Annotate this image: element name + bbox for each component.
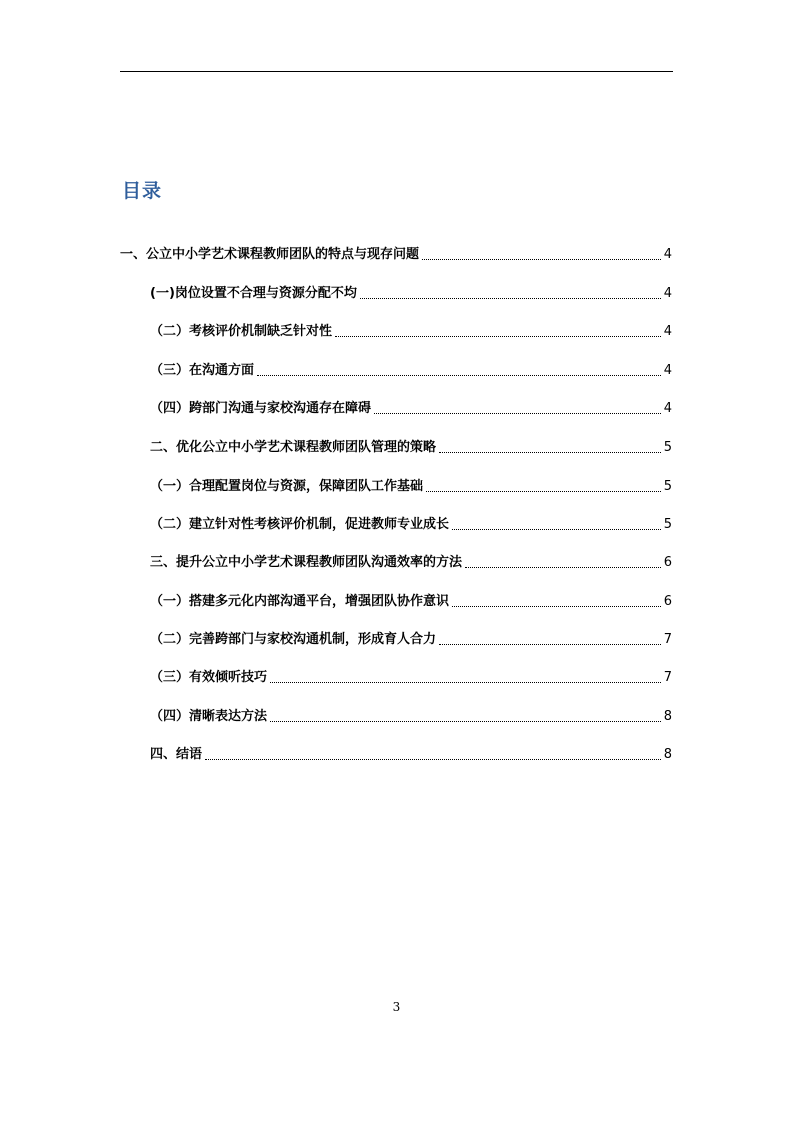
toc-entry-page: 5 <box>663 479 672 494</box>
dot-leader <box>205 759 661 760</box>
dot-leader <box>439 452 661 453</box>
toc-entry-label: （四）清晰表达方法 <box>150 709 268 724</box>
toc-entry[interactable] <box>150 667 672 687</box>
dot-leader <box>360 298 661 299</box>
toc-entry-label: （三）在沟通方面 <box>150 363 255 378</box>
toc-entry-label: 一、公立中小学艺术课程教师团队的特点与现存问题 <box>120 247 420 262</box>
toc-entry-page: 4 <box>663 363 672 378</box>
dot-leader <box>374 413 661 414</box>
dot-leader <box>422 259 661 260</box>
toc-entry-page: 8 <box>663 709 672 724</box>
toc-entry[interactable] <box>150 321 672 341</box>
dot-leader <box>426 491 661 492</box>
toc-entry-page: 5 <box>663 517 672 532</box>
toc-entry[interactable] <box>150 398 672 418</box>
toc-entry[interactable] <box>150 744 672 764</box>
toc-entry-label: (一)岗位设置不合理与资源分配不均 <box>150 286 357 301</box>
dot-leader <box>270 682 661 683</box>
toc-entry[interactable] <box>150 283 672 303</box>
toc-entry[interactable] <box>150 476 672 496</box>
toc-entry[interactable] <box>120 244 672 264</box>
toc-entry-label: （二）完善跨部门与家校沟通机制，形成育人合力 <box>150 632 437 647</box>
dot-leader <box>257 375 661 376</box>
page-number: 3 <box>392 1000 401 1014</box>
toc-entry-label: 三、提升公立中小学艺术课程教师团队沟通效率的方法 <box>150 555 463 570</box>
toc-entry-label: （四）跨部门沟通与家校沟通存在障碍 <box>150 401 372 416</box>
toc-entry-label: （三）有效倾听技巧 <box>150 670 268 685</box>
toc-entry-page: 6 <box>663 555 672 570</box>
dot-leader <box>465 567 661 568</box>
toc-entry-page: 4 <box>663 324 672 339</box>
toc-entry-label: （二）建立针对性考核评价机制，促进教师专业成长 <box>150 517 450 532</box>
toc-entry[interactable] <box>150 360 672 380</box>
toc-entry[interactable] <box>150 514 672 534</box>
toc-entry[interactable] <box>150 629 672 649</box>
toc-entry-label: （二）考核评价机制缺乏针对性 <box>150 324 333 339</box>
toc-entry-page: 8 <box>663 747 672 762</box>
toc-entry-page: 6 <box>663 594 672 609</box>
toc-entry-page: 4 <box>663 247 672 262</box>
toc-entry-label: （一）合理配置岗位与资源，保障团队工作基础 <box>150 479 424 494</box>
toc-entry-page: 4 <box>663 401 672 416</box>
dot-leader <box>452 529 661 530</box>
toc-entry[interactable] <box>150 552 672 572</box>
toc-entry-label: 二、优化公立中小学艺术课程教师团队管理的策略 <box>150 440 437 455</box>
dot-leader <box>439 644 661 645</box>
toc-entry-label: 四、结语 <box>150 747 203 762</box>
toc-entry-page: 7 <box>663 632 672 647</box>
toc-entry-page: 5 <box>663 440 672 455</box>
dot-leader <box>335 336 661 337</box>
dot-leader <box>452 606 661 607</box>
toc-entry-label: （一）搭建多元化内部沟通平台，增强团队协作意识 <box>150 594 450 609</box>
toc-entry-page: 4 <box>663 286 672 301</box>
toc-entry[interactable] <box>150 706 672 726</box>
toc-entry-page: 7 <box>663 670 672 685</box>
toc-entry[interactable] <box>150 437 672 457</box>
dot-leader <box>270 721 661 722</box>
toc-title: 目录 <box>122 180 163 202</box>
toc-entry[interactable] <box>150 591 672 611</box>
